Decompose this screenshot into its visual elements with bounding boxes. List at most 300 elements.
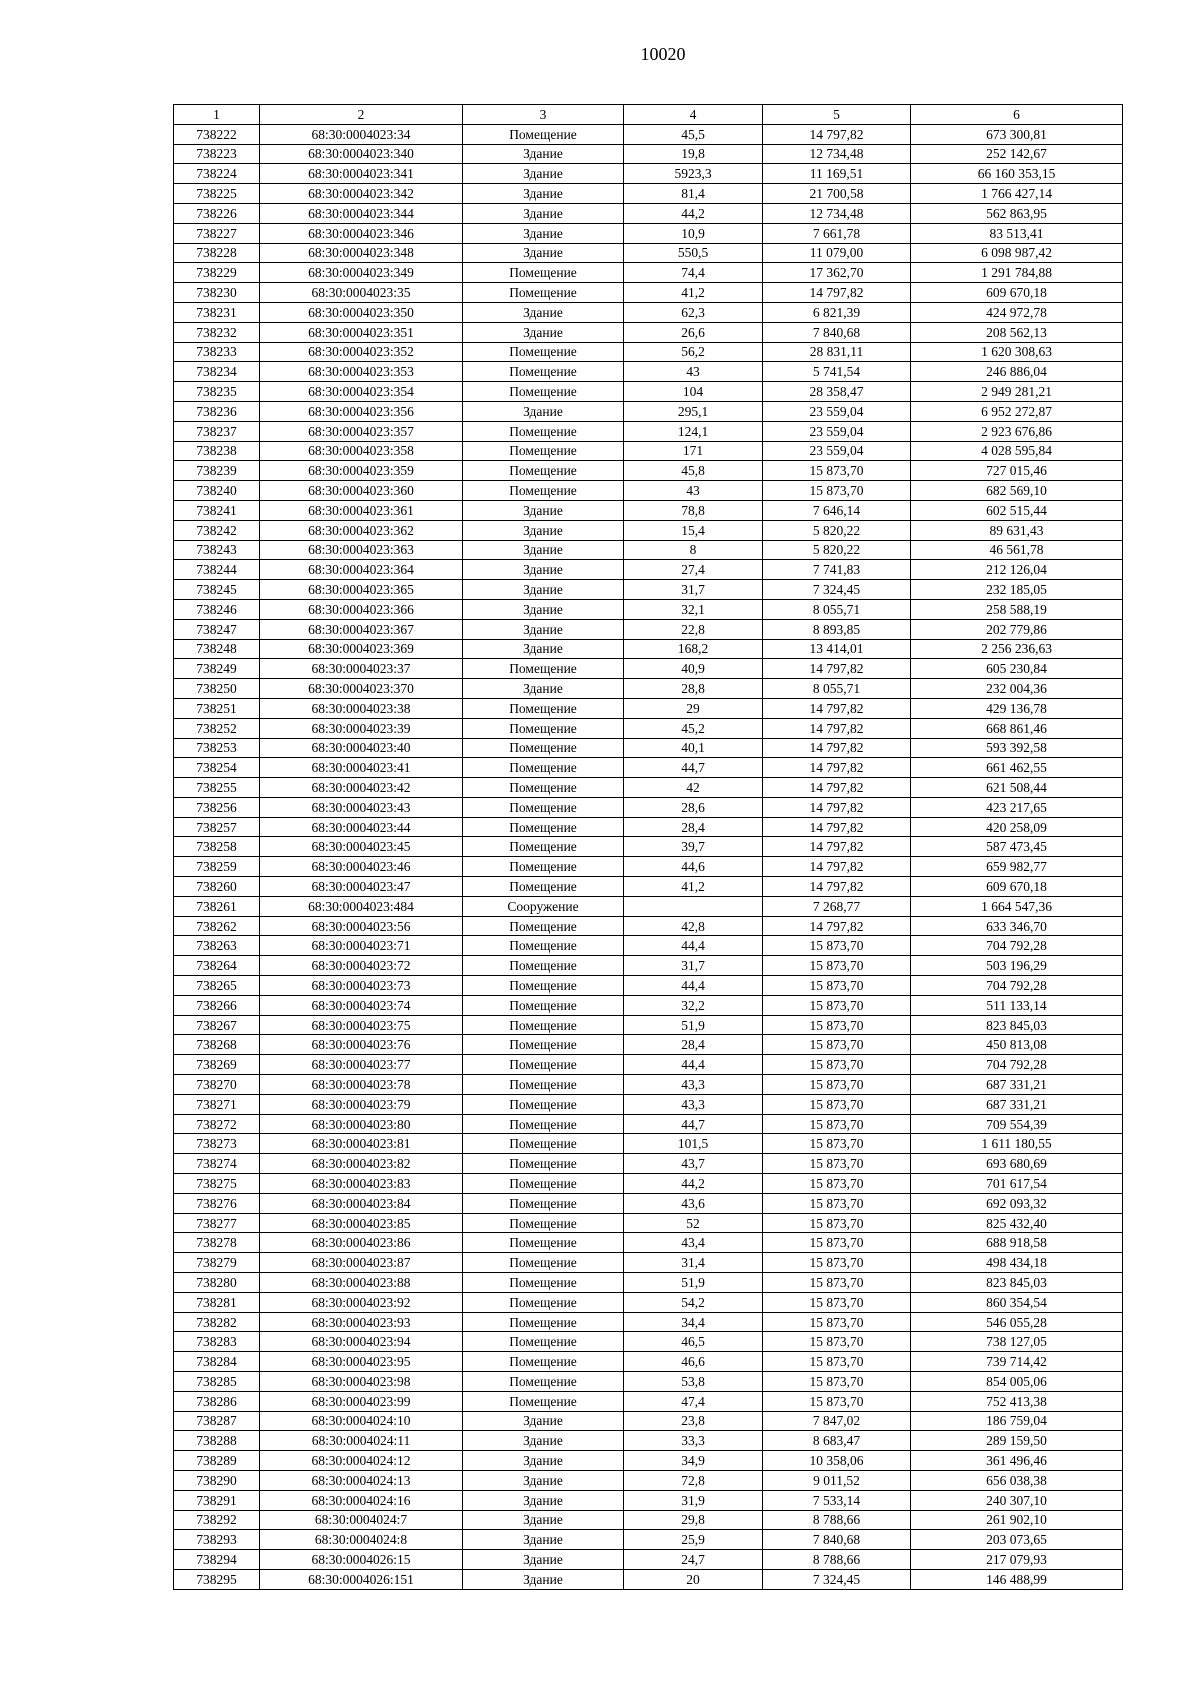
specific-value-cell: 15 873,70 [763,1193,911,1213]
specific-value-cell: 7 840,68 [763,322,911,342]
table-row [174,679,1123,699]
cadastral-number-cell: 68:30:0004023:47 [260,877,463,897]
object-type-cell: Сооружение [463,896,624,916]
cadastral-value-cell: 423 217,65 [911,797,1123,817]
area-cell: 42 [624,778,763,798]
table-row [174,1490,1123,1510]
table-row [174,401,1123,421]
cadastral-value-cell: 240 307,10 [911,1490,1123,1510]
row-number-cell: 738273 [174,1134,260,1154]
header-cell: 4 [624,105,763,125]
cadastral-number-cell: 68:30:0004023:363 [260,540,463,560]
area-cell: 5923,3 [624,164,763,184]
row-number-cell: 738282 [174,1312,260,1332]
object-type-cell: Здание [463,164,624,184]
cadastral-value-cell: 361 496,46 [911,1451,1123,1471]
area-cell: 43,3 [624,1075,763,1095]
cadastral-number-cell: 68:30:0004023:364 [260,560,463,580]
specific-value-cell: 12 734,48 [763,144,911,164]
cadastral-value-cell: 701 617,54 [911,1174,1123,1194]
cadastral-value-cell: 825 432,40 [911,1213,1123,1233]
cadastral-number-cell: 68:30:0004023:74 [260,995,463,1015]
area-cell: 56,2 [624,342,763,362]
object-type-cell: Помещение [463,481,624,501]
area-cell: 31,9 [624,1490,763,1510]
cadastral-value-cell: 186 759,04 [911,1411,1123,1431]
cadastral-value-cell: 854 005,06 [911,1372,1123,1392]
cadastral-value-cell: 668 861,46 [911,718,1123,738]
table-row [174,1193,1123,1213]
area-cell: 45,8 [624,461,763,481]
area-cell: 22,8 [624,619,763,639]
specific-value-cell: 8 893,85 [763,619,911,639]
cadastral-number-cell: 68:30:0004023:35 [260,283,463,303]
cadastral-value-cell: 450 813,08 [911,1035,1123,1055]
specific-value-cell: 14 797,82 [763,718,911,738]
object-type-cell: Помещение [463,382,624,402]
row-number-cell: 738224 [174,164,260,184]
area-cell: 31,7 [624,580,763,600]
table-row [174,1332,1123,1352]
row-number-cell: 738246 [174,599,260,619]
object-type-cell: Помещение [463,1292,624,1312]
object-type-cell: Здание [463,401,624,421]
object-type-cell: Помещение [463,1233,624,1253]
row-number-cell: 738285 [174,1372,260,1392]
object-type-cell: Помещение [463,362,624,382]
area-cell: 295,1 [624,401,763,421]
cadastral-number-cell: 68:30:0004023:76 [260,1035,463,1055]
cadastral-number-cell: 68:30:0004023:350 [260,302,463,322]
table-row [174,1312,1123,1332]
row-number-cell: 738244 [174,560,260,580]
object-type-cell: Помещение [463,936,624,956]
area-cell: 44,2 [624,1174,763,1194]
area-cell: 31,7 [624,956,763,976]
area-cell: 54,2 [624,1292,763,1312]
specific-value-cell: 15 873,70 [763,1035,911,1055]
specific-value-cell: 23 559,04 [763,401,911,421]
specific-value-cell: 15 873,70 [763,1391,911,1411]
cadastral-number-cell: 68:30:0004024:8 [260,1530,463,1550]
cadastral-number-cell: 68:30:0004023:73 [260,976,463,996]
table-row [174,778,1123,798]
cadastral-value-cell: 656 038,38 [911,1470,1123,1490]
cadastral-number-cell: 68:30:0004023:40 [260,738,463,758]
object-type-cell: Помещение [463,124,624,144]
table-row [174,1035,1123,1055]
table-row [174,461,1123,481]
row-number-cell: 738225 [174,184,260,204]
row-number-cell: 738263 [174,936,260,956]
table-row [174,1094,1123,1114]
object-type-cell: Помещение [463,1312,624,1332]
table-row [174,1510,1123,1530]
table-row [174,758,1123,778]
cadastral-value-cell: 83 513,41 [911,223,1123,243]
area-cell: 24,7 [624,1550,763,1570]
row-number-cell: 738291 [174,1490,260,1510]
row-number-cell: 738222 [174,124,260,144]
cadastral-number-cell: 68:30:0004023:34 [260,124,463,144]
table-body [174,124,1123,1589]
cadastral-number-cell: 68:30:0004023:95 [260,1352,463,1372]
area-cell: 44,4 [624,976,763,996]
cadastral-number-cell: 68:30:0004023:357 [260,421,463,441]
table-row [174,817,1123,837]
cadastral-number-cell: 68:30:0004023:84 [260,1193,463,1213]
cadastral-number-cell: 68:30:0004023:356 [260,401,463,421]
area-cell: 74,4 [624,263,763,283]
table-row [174,1530,1123,1550]
cadastral-value-cell: 633 346,70 [911,916,1123,936]
area-cell: 29,8 [624,1510,763,1530]
specific-value-cell: 15 873,70 [763,936,911,956]
registry-table [173,104,1123,1590]
object-type-cell: Помещение [463,461,624,481]
object-type-cell: Помещение [463,1055,624,1075]
object-type-cell: Здание [463,1490,624,1510]
cadastral-value-cell: 621 508,44 [911,778,1123,798]
specific-value-cell: 15 873,70 [763,995,911,1015]
table-row [174,560,1123,580]
cadastral-number-cell: 68:30:0004023:367 [260,619,463,639]
table-row [174,184,1123,204]
row-number-cell: 738271 [174,1094,260,1114]
cadastral-value-cell: 609 670,18 [911,877,1123,897]
cadastral-number-cell: 68:30:0004023:78 [260,1075,463,1095]
area-cell: 44,7 [624,1114,763,1134]
table-row [174,500,1123,520]
row-number-cell: 738279 [174,1253,260,1273]
table-row [174,441,1123,461]
table-row [174,738,1123,758]
cadastral-number-cell: 68:30:0004024:7 [260,1510,463,1530]
object-type-cell: Здание [463,1550,624,1570]
row-number-cell: 738245 [174,580,260,600]
area-cell: 44,6 [624,857,763,877]
specific-value-cell: 7 741,83 [763,560,911,580]
object-type-cell: Помещение [463,659,624,679]
object-type-cell: Здание [463,1431,624,1451]
cadastral-number-cell: 68:30:0004023:44 [260,817,463,837]
cadastral-value-cell: 66 160 353,15 [911,164,1123,184]
cadastral-value-cell: 420 258,09 [911,817,1123,837]
table-row [174,1174,1123,1194]
table-row [174,698,1123,718]
cadastral-value-cell: 2 923 676,86 [911,421,1123,441]
row-number-cell: 738229 [174,263,260,283]
cadastral-value-cell: 232 004,36 [911,679,1123,699]
cadastral-value-cell: 659 982,77 [911,857,1123,877]
specific-value-cell: 8 055,71 [763,599,911,619]
area-cell: 44,4 [624,1055,763,1075]
cadastral-number-cell: 68:30:0004023:81 [260,1134,463,1154]
specific-value-cell: 14 797,82 [763,797,911,817]
table-row [174,302,1123,322]
cadastral-value-cell: 246 886,04 [911,362,1123,382]
object-type-cell: Помещение [463,857,624,877]
object-type-cell: Помещение [463,718,624,738]
object-type-cell: Помещение [463,1213,624,1233]
table-row [174,976,1123,996]
specific-value-cell: 13 414,01 [763,639,911,659]
area-cell: 32,1 [624,599,763,619]
row-number-cell: 738277 [174,1213,260,1233]
header-cell: 3 [463,105,624,125]
area-cell: 43,6 [624,1193,763,1213]
header-cell: 5 [763,105,911,125]
specific-value-cell: 14 797,82 [763,758,911,778]
row-number-cell: 738251 [174,698,260,718]
cadastral-value-cell: 498 434,18 [911,1253,1123,1273]
cadastral-number-cell: 68:30:0004023:358 [260,441,463,461]
table-row [174,421,1123,441]
specific-value-cell: 7 324,45 [763,580,911,600]
row-number-cell: 738240 [174,481,260,501]
row-number-cell: 738260 [174,877,260,897]
row-number-cell: 738255 [174,778,260,798]
row-number-cell: 738262 [174,916,260,936]
specific-value-cell: 7 533,14 [763,1490,911,1510]
object-type-cell: Помещение [463,1134,624,1154]
specific-value-cell: 14 797,82 [763,837,911,857]
cadastral-value-cell: 261 902,10 [911,1510,1123,1530]
row-number-cell: 738249 [174,659,260,679]
table-row [174,797,1123,817]
object-type-cell: Помещение [463,1332,624,1352]
row-number-cell: 738247 [174,619,260,639]
table-row [174,1253,1123,1273]
area-cell: 168,2 [624,639,763,659]
specific-value-cell: 15 873,70 [763,1332,911,1352]
table-row [174,1055,1123,1075]
row-number-cell: 738237 [174,421,260,441]
cadastral-value-cell: 2 949 281,21 [911,382,1123,402]
specific-value-cell: 14 797,82 [763,738,911,758]
table-row [174,639,1123,659]
specific-value-cell: 15 873,70 [763,1075,911,1095]
specific-value-cell: 14 797,82 [763,857,911,877]
table-row [174,520,1123,540]
object-type-cell: Здание [463,560,624,580]
table-row [174,916,1123,936]
area-cell: 27,4 [624,560,763,580]
object-type-cell: Здание [463,639,624,659]
object-type-cell: Помещение [463,1154,624,1174]
object-type-cell: Помещение [463,797,624,817]
row-number-cell: 738264 [174,956,260,976]
area-cell: 51,9 [624,1015,763,1035]
area-cell: 34,9 [624,1451,763,1471]
specific-value-cell: 15 873,70 [763,1253,911,1273]
cadastral-number-cell: 68:30:0004023:351 [260,322,463,342]
row-number-cell: 738233 [174,342,260,362]
specific-value-cell: 5 820,22 [763,520,911,540]
specific-value-cell: 15 873,70 [763,1292,911,1312]
cadastral-number-cell: 68:30:0004023:362 [260,520,463,540]
row-number-cell: 738295 [174,1569,260,1589]
cadastral-number-cell: 68:30:0004023:340 [260,144,463,164]
cadastral-number-cell: 68:30:0004023:360 [260,481,463,501]
specific-value-cell: 15 873,70 [763,1273,911,1293]
object-type-cell: Помещение [463,1015,624,1035]
cadastral-value-cell: 823 845,03 [911,1273,1123,1293]
cadastral-number-cell: 68:30:0004023:56 [260,916,463,936]
cadastral-number-cell: 68:30:0004023:92 [260,1292,463,1312]
area-cell: 20 [624,1569,763,1589]
row-number-cell: 738242 [174,520,260,540]
row-number-cell: 738286 [174,1391,260,1411]
row-number-cell: 738293 [174,1530,260,1550]
area-cell: 43 [624,481,763,501]
object-type-cell: Здание [463,144,624,164]
row-number-cell: 738288 [174,1431,260,1451]
area-cell: 45,5 [624,124,763,144]
cadastral-number-cell: 68:30:0004024:11 [260,1431,463,1451]
object-type-cell: Помещение [463,1352,624,1372]
header-cell: 1 [174,105,260,125]
specific-value-cell: 15 873,70 [763,1094,911,1114]
cadastral-number-cell: 68:30:0004023:354 [260,382,463,402]
object-type-cell: Здание [463,500,624,520]
object-type-cell: Помещение [463,421,624,441]
row-number-cell: 738258 [174,837,260,857]
object-type-cell: Помещение [463,778,624,798]
specific-value-cell: 7 840,68 [763,1530,911,1550]
header-cell: 2 [260,105,463,125]
specific-value-cell: 15 873,70 [763,956,911,976]
cadastral-number-cell: 68:30:0004023:365 [260,580,463,600]
object-type-cell: Помещение [463,1391,624,1411]
specific-value-cell: 8 788,66 [763,1510,911,1530]
table-row [174,837,1123,857]
specific-value-cell: 14 797,82 [763,283,911,303]
cadastral-value-cell: 739 714,42 [911,1352,1123,1372]
table-row [174,599,1123,619]
cadastral-value-cell: 6 952 272,87 [911,401,1123,421]
object-type-cell: Здание [463,302,624,322]
row-number-cell: 738261 [174,896,260,916]
specific-value-cell: 17 362,70 [763,263,911,283]
row-number-cell: 738272 [174,1114,260,1134]
area-cell: 26,6 [624,322,763,342]
specific-value-cell: 14 797,82 [763,778,911,798]
object-type-cell: Помещение [463,1253,624,1273]
cadastral-number-cell: 68:30:0004023:349 [260,263,463,283]
row-number-cell: 738276 [174,1193,260,1213]
row-number-cell: 738228 [174,243,260,263]
object-type-cell: Помещение [463,283,624,303]
area-cell: 171 [624,441,763,461]
cadastral-value-cell: 682 569,10 [911,481,1123,501]
cadastral-number-cell: 68:30:0004023:82 [260,1154,463,1174]
object-type-cell: Здание [463,520,624,540]
cadastral-number-cell: 68:30:0004023:79 [260,1094,463,1114]
area-cell: 44,2 [624,203,763,223]
cadastral-value-cell: 593 392,58 [911,738,1123,758]
object-type-cell: Здание [463,580,624,600]
table-row [174,283,1123,303]
header-row [174,105,1123,125]
cadastral-value-cell: 202 779,86 [911,619,1123,639]
cadastral-value-cell: 146 488,99 [911,1569,1123,1589]
cadastral-value-cell: 687 331,21 [911,1075,1123,1095]
cadastral-number-cell: 68:30:0004023:85 [260,1213,463,1233]
area-cell: 124,1 [624,421,763,441]
table-row [174,619,1123,639]
row-number-cell: 738252 [174,718,260,738]
area-cell: 72,8 [624,1470,763,1490]
table-row [174,243,1123,263]
specific-value-cell: 5 820,22 [763,540,911,560]
table-row [174,1550,1123,1570]
object-type-cell: Здание [463,1470,624,1490]
area-cell: 104 [624,382,763,402]
cadastral-number-cell: 68:30:0004024:13 [260,1470,463,1490]
area-cell: 101,5 [624,1134,763,1154]
table-row [174,203,1123,223]
table-row [174,164,1123,184]
table-row [174,342,1123,362]
specific-value-cell: 8 055,71 [763,679,911,699]
table-row [174,1352,1123,1372]
table-row [174,1114,1123,1134]
table-row [174,322,1123,342]
row-number-cell: 738248 [174,639,260,659]
area-cell: 81,4 [624,184,763,204]
area-cell: 8 [624,540,763,560]
object-type-cell: Здание [463,243,624,263]
cadastral-number-cell: 68:30:0004023:352 [260,342,463,362]
specific-value-cell: 7 646,14 [763,500,911,520]
row-number-cell: 738270 [174,1075,260,1095]
cadastral-value-cell: 424 972,78 [911,302,1123,322]
object-type-cell: Помещение [463,1193,624,1213]
cadastral-value-cell: 752 413,38 [911,1391,1123,1411]
cadastral-number-cell: 68:30:0004023:77 [260,1055,463,1075]
cadastral-value-cell: 546 055,28 [911,1312,1123,1332]
cadastral-value-cell: 587 473,45 [911,837,1123,857]
cadastral-number-cell: 68:30:0004023:369 [260,639,463,659]
cadastral-number-cell: 68:30:0004023:366 [260,599,463,619]
table-row [174,223,1123,243]
object-type-cell: Помещение [463,342,624,362]
cadastral-number-cell: 68:30:0004023:39 [260,718,463,738]
cadastral-value-cell: 503 196,29 [911,956,1123,976]
row-number-cell: 738274 [174,1154,260,1174]
cadastral-number-cell: 68:30:0004023:41 [260,758,463,778]
object-type-cell: Помещение [463,916,624,936]
object-type-cell: Помещение [463,263,624,283]
object-type-cell: Помещение [463,976,624,996]
cadastral-value-cell: 860 354,54 [911,1292,1123,1312]
specific-value-cell: 7 661,78 [763,223,911,243]
object-type-cell: Помещение [463,1075,624,1095]
table-row [174,1075,1123,1095]
specific-value-cell: 14 797,82 [763,817,911,837]
cadastral-number-cell: 68:30:0004026:15 [260,1550,463,1570]
cadastral-value-cell: 693 680,69 [911,1154,1123,1174]
area-cell: 43,3 [624,1094,763,1114]
table-row [174,995,1123,1015]
cadastral-number-cell: 68:30:0004023:87 [260,1253,463,1273]
cadastral-value-cell: 1 664 547,36 [911,896,1123,916]
table-row [174,857,1123,877]
object-type-cell: Помещение [463,877,624,897]
cadastral-value-cell: 1 611 180,55 [911,1134,1123,1154]
table-row [174,382,1123,402]
